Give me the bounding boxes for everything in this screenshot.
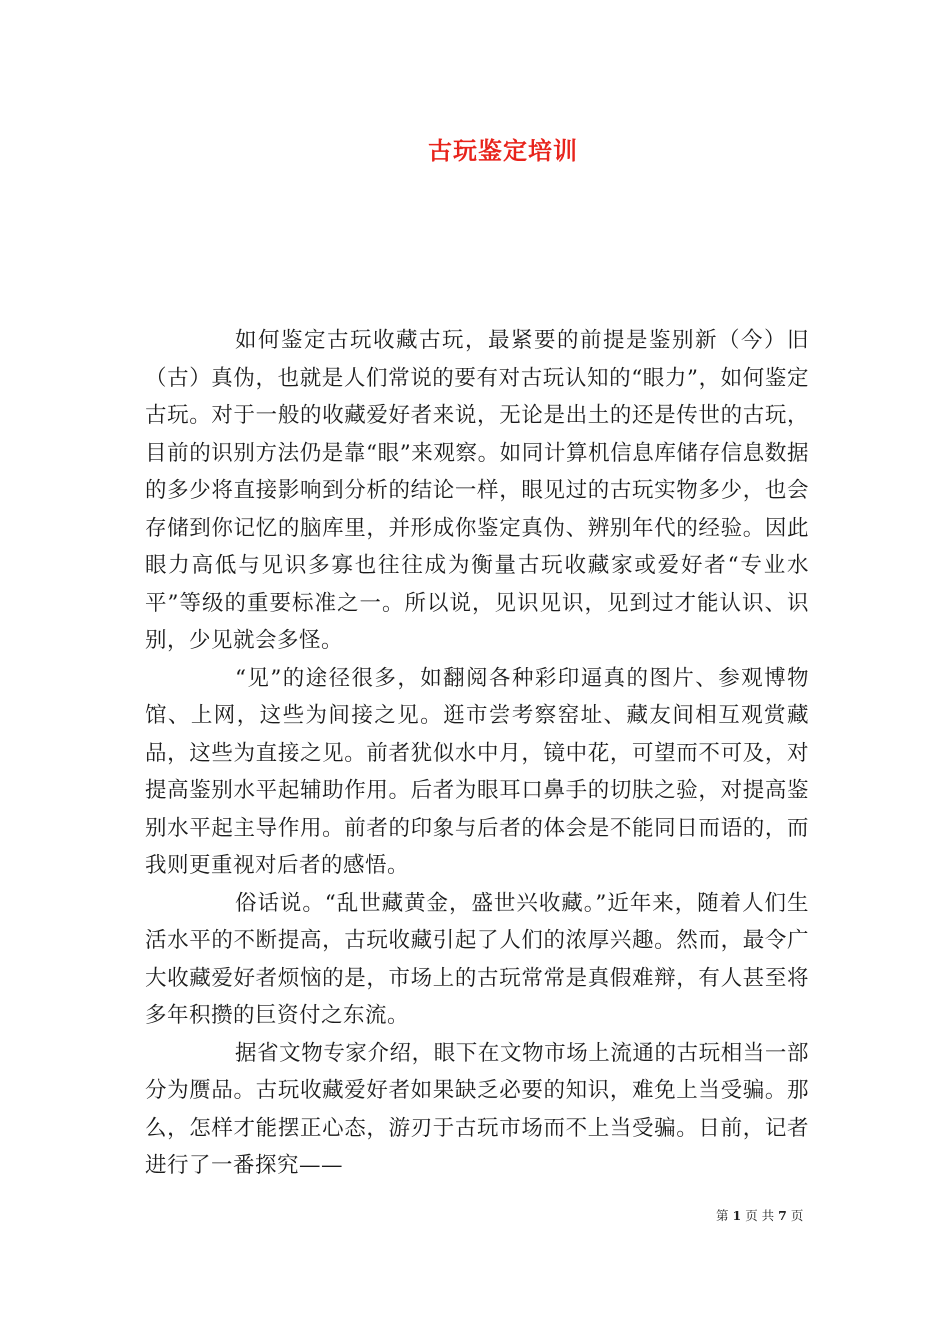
paragraph-1: 如何鉴定古玩收藏古玩，最紧要的前提是鉴别新（今）旧（古）真伪，也就是人们常说的要有对古玩认知的“眼力”，如何鉴定古玩。对于一般的收藏爱好者来说，无论是出土的还是传世的古玩，目前的识别方法仍是靠“眼”来观察。如同计算机信息库储存信息数据的多少将直接影响到分析的结论一样，眼见过的古玩实物多少，也会存储到你记忆的脑库里，并形成你鉴定真伪、辨别年代的经验。因此眼力高低与见识多寡也往往成为衡量古玩收藏家或爱好者“专业水平”等级的重要标准之一。所以说，见识见识，见到过才能认识、识别，少见就会多怪。 (145, 328, 809, 653)
document-title: 古玩鉴定培训 (428, 136, 578, 165)
paragraph-3: 俗话说。“乱世藏黄金，盛世兴收藏。”近年来，随着人们生活水平的不断提高，古玩收藏引起了人们的浓厚兴趣。然而，最令广大收藏爱好者烦恼的是，市场上的古玩常常是真假难辩，有人甚至将多年积攒的巨资付之东流。 (145, 890, 809, 1028)
footer-middle: 页 共 (745, 1208, 775, 1223)
document-body (145, 322, 809, 1185)
paragraph-2: “见”的途径很多，如翻阅各种彩印逼真的图片、参观博物馆、上网，这些为间接之见。逛市尝考察窑址、藏友间相互观赏藏品，这些为直接之见。前者犹似水中月，镜中花，可望而不可及，对提高鉴别水平起辅助作用。后者为眼耳口鼻手的切肤之验，对提高鉴别水平起主导作用。前者的印象与后者的体会是不能同日而语的，而我则更重视对后者的感悟。 (145, 665, 809, 878)
footer-suffix: 页 (790, 1208, 804, 1223)
page-number-footer (716, 1207, 803, 1225)
paragraph-4: 据省文物专家介绍，眼下在文物市场上流通的古玩相当一部分为赝品。古玩收藏爱好者如果缺乏必要的知识，难免上当受骗。那么，怎样才能摆正心态，游刃于古玩市场而不上当受骗。日前，记者进行了一番探究—— (145, 1040, 809, 1178)
current-page-number: 1 (732, 1208, 742, 1223)
total-page-count: 7 (778, 1208, 787, 1223)
footer-prefix: 第 (716, 1208, 729, 1223)
